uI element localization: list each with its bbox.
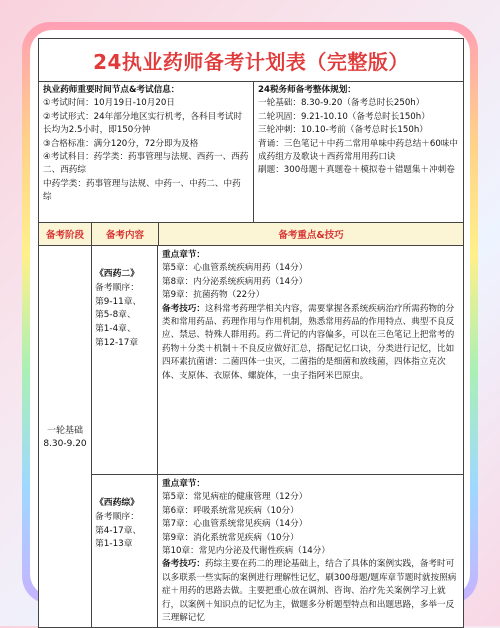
table-row <box>92 246 463 475</box>
key-chapters-header: 重点章节： <box>162 250 205 260</box>
stage-dates: 8.30-9.20 <box>43 438 87 449</box>
info-section <box>39 82 463 223</box>
chapter-item: 第8章：内分泌系统疾病用药（14分） <box>162 276 308 287</box>
order-item: 第1-4章、 <box>95 324 136 335</box>
order-item: 第4-17章、 <box>95 525 142 536</box>
header-key-points: 备考重点&技巧 <box>278 230 344 241</box>
exam-info-line: ①考试时间：10月19日-10月20日 <box>43 98 175 109</box>
subject-name: 《西药二》 <box>95 269 139 279</box>
tip-paragraph <box>162 303 459 383</box>
overall-plan-header: 24税务师备考整体规划： <box>258 85 356 95</box>
tip-label: 备考技巧： <box>162 303 205 314</box>
key-points-cell <box>158 475 463 628</box>
subject-name: 《西药综》 <box>95 498 139 508</box>
plan-line: 三轮冲刺：10.10-考前（备考总时长150h） <box>258 125 428 136</box>
order-item: 第5-8章、 <box>95 310 136 321</box>
stage-cell <box>39 246 92 628</box>
chapter-item: 第7章：心血管系统常见疾病（14分） <box>162 519 308 530</box>
table-body <box>39 246 463 628</box>
tip-paragraph <box>162 558 459 625</box>
order-label: 备考顺序： <box>95 282 139 293</box>
chapter-item: 第10章：常见内分泌及代谢性疾病（14分） <box>162 546 330 557</box>
chapter-item: 第9章：抗菌药物（22分） <box>162 290 265 301</box>
chapter-item: 第5章：心血管系统疾病用药（14分） <box>162 263 308 274</box>
key-chapters-header: 重点章节： <box>162 479 205 489</box>
subject-cell <box>92 246 158 474</box>
table-row <box>92 475 463 628</box>
exam-info-line: ④考试科目：药学类：药事管理与法规、西药一、西药二、西药综 <box>43 152 249 176</box>
page-title: 24执业药师备考计划表（完整版） <box>39 39 463 82</box>
key-points-cell <box>158 246 463 474</box>
exam-info-line: ②考试形式：24年部分地区实行机考，各科目考试时长均为2.5小时，即150分钟 <box>43 111 243 136</box>
chapter-item: 第5章：常见病症的健康管理（12分） <box>162 492 308 503</box>
plan-line: 一轮基础：8.30-9.20（备考总时长250h） <box>258 98 425 109</box>
plan-line: 背诵：三色笔记＋中药二常用单味中药总结＋60味中成药组方及歌诀＋西药常用用药口诀 <box>258 138 458 163</box>
stage-name: 一轮基础 <box>46 425 83 436</box>
overall-plan <box>254 82 463 222</box>
header-stage: 备考阶段 <box>39 223 92 245</box>
tip-label: 备考技巧： <box>162 559 205 570</box>
plan-line: 刷题：300母题＋真题卷＋模拟卷＋错题集＋冲刺卷 <box>258 165 455 176</box>
exam-info-line: ③合格标准：满分120分，72分即为及格 <box>43 138 199 149</box>
tip-text: 药综主要在药二的理论基础上，结合了具体的案例实践，备考时可以多联系一些实际的案例进行理解性记忆，刷300母题/题库章节题时就按照病症＋用药的思路去做。主要把重心放在调剂、咨询、治疗先关案例学习上就行，以案例＋知识点的记忆为主，做题多分析题型特点和出题思路，多举一反三理解记忆 <box>162 559 457 624</box>
chapter-item: 第9章：消化系统常见疾病（10分） <box>162 532 299 543</box>
header-content: 备考内容 <box>92 223 159 245</box>
order-item: 第12-17章 <box>95 337 139 348</box>
order-item: 第1-13章 <box>95 539 133 550</box>
tip-text: 这科常考药理学相关内容，需要掌握各系统疾病治疗所需药物的分类和常用药品、药理作用与作用机制，熟悉常用药品的作用特点、典型不良反应、禁忌、特殊人群用药。药二背记的内容偏多，可以在三色笔记上把常考的药物＋分类＋机制＋不良反应做好汇总，搭配记忆口诀，分类进行记忆，比如四环素抗菌谱：二菌四体一虫灭，二菌指的是细菌和放线菌，四体指立克次体、支原体、衣原体、螺旋体，一虫子指阿米巴原虫。 <box>162 303 455 381</box>
order-item: 第9-11章、 <box>95 296 142 307</box>
subject-cell <box>92 475 158 628</box>
exam-info-line: 中药学类：药事管理与法规、中药一、中药二、中药综 <box>43 178 241 203</box>
order-label: 备考顺序： <box>95 511 139 522</box>
exam-info-header: 执业药师重要时间节点&考试信息： <box>43 85 180 95</box>
plan-card <box>38 38 464 628</box>
chapter-item: 第6章：呼吸系统常见疾病（10分） <box>162 505 299 516</box>
table-header <box>39 223 463 246</box>
exam-info <box>39 82 254 222</box>
plan-line: 二轮巩固：9.21-10.10（备考总时长150h） <box>258 111 430 122</box>
